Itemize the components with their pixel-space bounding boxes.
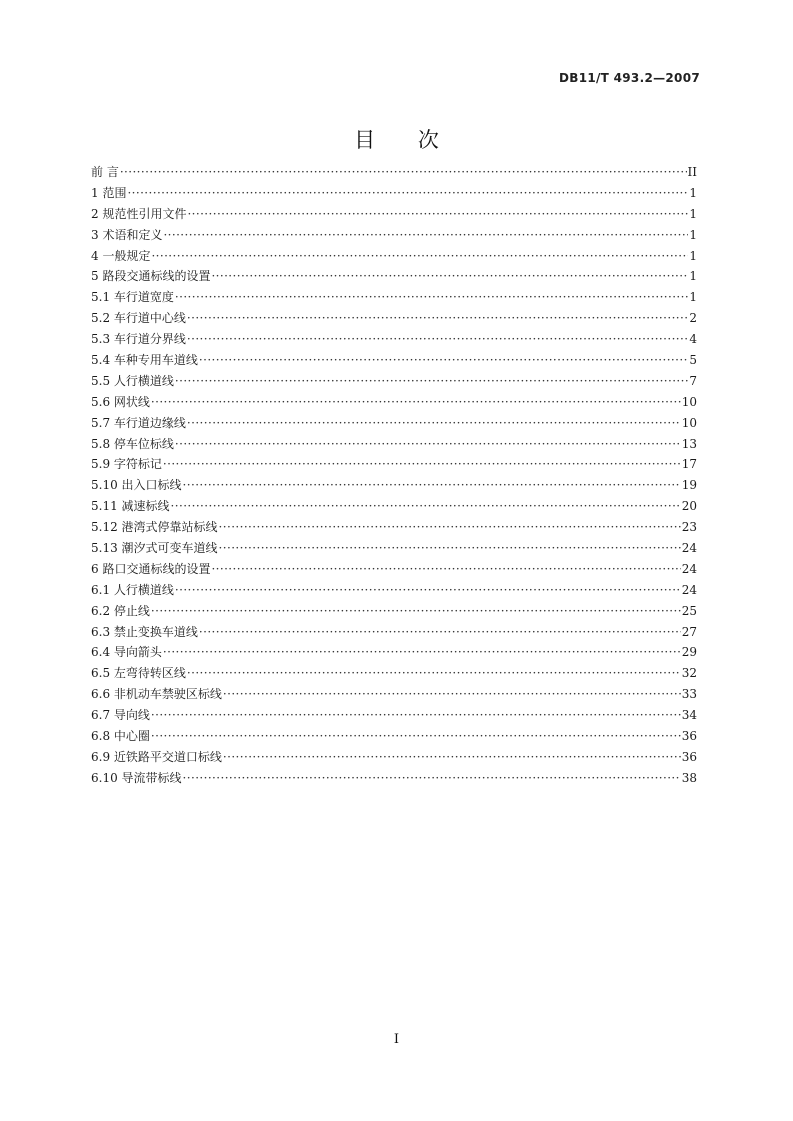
toc-entry-label: 5.9 字符标记	[91, 457, 162, 472]
toc-entry-page: 36	[681, 749, 697, 764]
toc-entry-page: 24	[681, 561, 697, 576]
toc-entry-label: 5.7 车行道边缘线	[91, 415, 186, 430]
toc-entry-page: 10	[681, 415, 697, 430]
toc-entry-page: 2	[689, 311, 697, 326]
toc-entry[interactable]	[91, 413, 697, 434]
toc-entry-label: 4 一般规定	[91, 248, 151, 263]
toc-entry-label: 5.1 车行道宽度	[91, 290, 174, 305]
toc-entry[interactable]	[91, 162, 697, 183]
toc-entry-page: 5	[689, 353, 697, 368]
toc-entry-page: 1	[689, 206, 697, 221]
toc-dot-leader	[120, 162, 687, 183]
toc-entry-label: 6.4 导向箭头	[91, 645, 162, 660]
toc-entry-label: 3 术语和定义	[91, 227, 163, 242]
toc-entry[interactable]	[91, 350, 697, 371]
table-of-contents	[91, 162, 697, 789]
toc-entry-page: 7	[689, 373, 697, 388]
toc-entry[interactable]	[91, 622, 697, 643]
toc-entry-page: 1	[689, 185, 697, 200]
toc-entry-page: 4	[689, 332, 697, 347]
toc-dot-leader	[187, 204, 688, 225]
toc-entry-label: 5.12 港湾式停靠站标线	[91, 520, 218, 535]
toc-entry-label: 5.10 出入口标线	[91, 478, 182, 493]
toc-dot-leader	[175, 371, 688, 392]
toc-dot-leader	[171, 496, 681, 517]
toc-entry-page: 24	[681, 541, 697, 556]
toc-entry-page: 36	[681, 729, 697, 744]
toc-dot-leader	[219, 517, 681, 538]
toc-dot-leader	[199, 350, 688, 371]
toc-entry[interactable]	[91, 246, 697, 267]
toc-entry-page: 20	[681, 499, 697, 514]
toc-dot-leader	[211, 559, 680, 580]
toc-entry[interactable]	[91, 371, 697, 392]
toc-entry[interactable]	[91, 434, 697, 455]
toc-entry[interactable]	[91, 517, 697, 538]
toc-entry-label: 6.9 近铁路平交道口标线	[91, 749, 222, 764]
toc-entry[interactable]	[91, 642, 697, 663]
toc-entry-page: 23	[681, 520, 697, 535]
toc-dot-leader	[175, 580, 681, 601]
toc-entry-page: 27	[681, 624, 697, 639]
toc-entry-label: 6.3 禁止变换车道线	[91, 624, 198, 639]
toc-dot-leader	[183, 768, 681, 789]
toc-entry-label: 5.4 车种专用车道线	[91, 353, 198, 368]
toc-dot-leader	[163, 642, 681, 663]
toc-dot-leader	[223, 747, 681, 768]
toc-entry-page: 19	[681, 478, 697, 493]
toc-entry-page: 29	[681, 645, 697, 660]
toc-entry[interactable]	[91, 287, 697, 308]
toc-entry-page: 1	[689, 227, 697, 242]
toc-dot-leader	[175, 287, 688, 308]
toc-dot-leader	[187, 413, 681, 434]
toc-dot-leader	[223, 684, 681, 705]
toc-entry-label: 6.7 导向线	[91, 708, 150, 723]
toc-entry-page: 1	[689, 290, 697, 305]
toc-entry[interactable]	[91, 601, 697, 622]
toc-entry-label: 2 规范性引用文件	[91, 206, 187, 221]
toc-entry-page: 32	[681, 666, 697, 681]
page-number: I	[393, 1032, 400, 1047]
toc-entry[interactable]	[91, 454, 697, 475]
toc-entry-label: 5.11 减速标线	[91, 499, 170, 514]
toc-entry[interactable]	[91, 225, 697, 246]
toc-entry[interactable]	[91, 392, 697, 413]
toc-entry[interactable]	[91, 684, 697, 705]
toc-entry-label: 6.10 导流带标线	[91, 770, 182, 785]
toc-dot-leader	[219, 538, 681, 559]
toc-entry-label: 5.13 潮汐式可变车道线	[91, 541, 218, 556]
toc-dot-leader	[151, 392, 681, 413]
toc-entry[interactable]	[91, 266, 697, 287]
toc-dot-leader	[187, 308, 688, 329]
toc-entry[interactable]	[91, 538, 697, 559]
toc-entry-label: 5.5 人行横道线	[91, 373, 174, 388]
toc-dot-leader	[175, 434, 681, 455]
toc-entry[interactable]	[91, 768, 697, 789]
toc-dot-leader	[151, 705, 681, 726]
toc-entry-label: 6.1 人行横道线	[91, 582, 174, 597]
toc-dot-leader	[187, 329, 688, 350]
toc-entry-page: II	[687, 165, 697, 179]
toc-entry-page: 13	[681, 436, 697, 451]
toc-entry[interactable]	[91, 580, 697, 601]
toc-entry[interactable]	[91, 705, 697, 726]
toc-dot-leader	[183, 475, 681, 496]
toc-entry-page: 24	[681, 582, 697, 597]
toc-entry[interactable]	[91, 183, 697, 204]
toc-entry[interactable]	[91, 329, 697, 350]
toc-entry[interactable]	[91, 726, 697, 747]
toc-dot-leader	[151, 246, 688, 267]
toc-dot-leader	[151, 601, 681, 622]
toc-entry-label: 6 路口交通标线的设置	[91, 561, 211, 576]
toc-dot-leader	[163, 454, 681, 475]
toc-entry-page: 17	[681, 457, 697, 472]
toc-entry-label: 5 路段交通标线的设置	[91, 269, 211, 284]
toc-entry-label: 6.8 中心圈	[91, 729, 150, 744]
toc-entry[interactable]	[91, 663, 697, 684]
toc-entry-page: 1	[689, 269, 697, 284]
toc-entry-label: 6.5 左弯待转区线	[91, 666, 186, 681]
toc-dot-leader	[199, 622, 681, 643]
toc-entry-page: 1	[689, 248, 697, 263]
toc-entry-label: 6.2 停止线	[91, 603, 150, 618]
toc-entry-label: 5.2 车行道中心线	[91, 311, 186, 326]
toc-entry-label: 5.8 停车位标线	[91, 436, 174, 451]
toc-entry[interactable]	[91, 204, 697, 225]
toc-entry-label: 前 言	[91, 165, 119, 179]
toc-entry[interactable]	[91, 308, 697, 329]
toc-entry[interactable]	[91, 747, 697, 768]
toc-dot-leader	[211, 266, 688, 287]
toc-entry-page: 38	[681, 770, 697, 785]
toc-entry-page: 34	[681, 708, 697, 723]
toc-entry[interactable]	[91, 475, 697, 496]
toc-entry-page: 10	[681, 394, 697, 409]
standard-code: DB11/T 493.2—2007	[558, 71, 700, 85]
toc-dot-leader	[127, 183, 688, 204]
toc-dot-leader	[163, 225, 688, 246]
toc-entry-page: 25	[681, 603, 697, 618]
toc-entry-label: 1 范围	[91, 185, 127, 200]
toc-dot-leader	[151, 726, 681, 747]
toc-entry-page: 33	[681, 687, 697, 702]
toc-entry-label: 5.6 网状线	[91, 394, 150, 409]
toc-entry-label: 5.3 车行道分界线	[91, 332, 186, 347]
toc-entry-label: 6.6 非机动车禁驶区标线	[91, 687, 222, 702]
toc-entry[interactable]	[91, 496, 697, 517]
toc-title: 目 次	[354, 128, 457, 152]
toc-dot-leader	[187, 663, 681, 684]
toc-entry[interactable]	[91, 559, 697, 580]
